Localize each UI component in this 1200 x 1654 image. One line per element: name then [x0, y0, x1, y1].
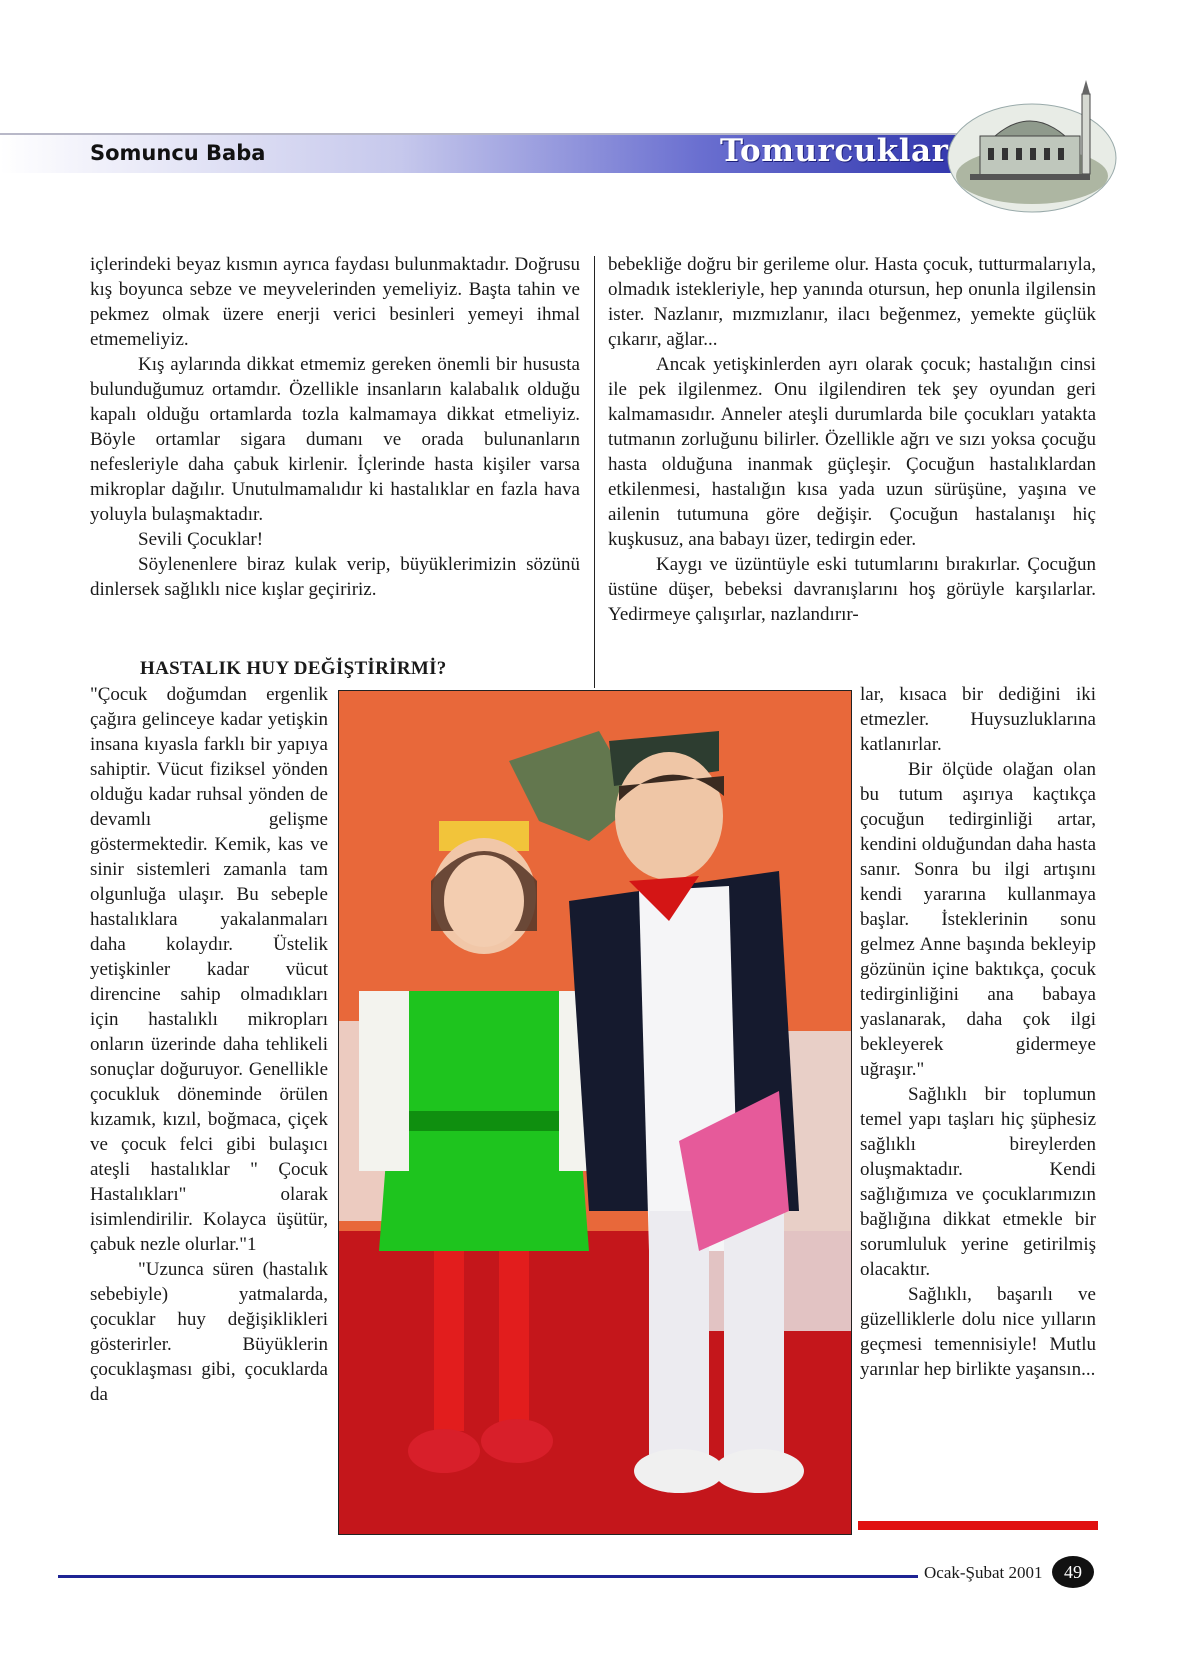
paragraph: Sevili Çocuklar!: [138, 529, 264, 550]
paragraph: lar, kısaca bir dediğini iki etmezler. Huysuzluklarına katlanırlar.: [860, 684, 1096, 755]
paragraph: "Uzunca süren (hastalık sebebiyle) yatmalarda, çocuklar huy değişiklikleri gösterirler. Büyüklerin çocuklaşması gibi, çocuklarda da: [90, 1259, 328, 1405]
paragraph: Sağlıklı, başarılı ve güzelliklerle dolu nice yılların geçmesi temennisiyle! Mutlu yarınlar hep birlikte yaşansın...: [860, 1284, 1096, 1380]
article-heading: HASTALIK HUY DEĞİŞTİRİRMİ?: [140, 658, 447, 679]
paragraph: bebekliğe doğru bir gerileme olur. Hasta çocuk, tutturmalarıyla, olmadık istekleriyle, hep yanında otursun, hep onunla ilgilensin ister. Nazlanır, mızmızlanır, ilacı beğenmez, yemekte güçlük çıkarır, ağlar...: [608, 254, 1096, 350]
left-top-column: [90, 252, 580, 602]
photo-illustration: [339, 691, 852, 1535]
right-narrow-column: [860, 682, 1096, 1382]
children-photo: [338, 690, 852, 1535]
left-narrow-column: [90, 682, 328, 1407]
paragraph: Kış aylarında dikkat etmemiz gereken önemli bir hususta bulunduğumuz ortamdır. Özellikle insanların kalabalık olduğu kapalı olduğu ortamlarda tozla kalmamaya dikkat etmeliyiz. Böyle ortamlar sigara dumanı ve orada bulunanların nefesleriyle daha çabuk kirlenir. İçlerinde hasta kişiler varsa mikroplar dağılır. Unutulmamalıdır ki hastalıklar en fazla hava yoluyla bulaşmaktadır.: [90, 354, 580, 525]
paragraph: Kaygı ve üzüntüyle eski tutumlarını bırakırlar. Çocuğun üstüne düşer, bebeksi davranışlarını hoş görüyle karşılarlar. Yedirmeye çalışırlar, nazlandırır-: [608, 554, 1096, 625]
paragraph: içlerindeki beyaz kısmın ayrıca faydası bulunmaktadır. Doğrusu kış boyunca sebze ve meyvelerinden yemeliyiz. Başta tahin ve pekmez olmak üzere enerji verici besinleri yemeyi ihmal etmemeliyiz.: [90, 254, 580, 350]
right-top-column: [608, 252, 1096, 627]
section-title: Tomurcuklar: [720, 133, 949, 169]
page-number: 49: [1052, 1556, 1094, 1588]
article-end-rule: [858, 1521, 1098, 1530]
paragraph: Bir ölçüde olağan olan bu tutum aşırıya kaçtıkça çocuğun tedirginliği artar, kendini olduğundan daha hasta sanır. Sonra bu ilgi artışını kendi yararına kullanmaya başlar. İsteklerinin sonu gelmez Anne başında bekleyip gözünün içine baktıkça, çocuk tedirginliğini ana babaya yaslanarak, daha çok ilgi bekleyerek gidermeye uğraşır.": [860, 759, 1096, 1080]
paragraph: Sağlıklı bir toplumun temel yapı taşları hiç şüphesiz sağlıklı bireylerden oluşmaktadır. Kendi sağlığımıza ve çocuklarımızın bağlığına dikkat etmekle bir sorumluluk yerine getirilmiş olacaktır.: [860, 1084, 1096, 1280]
issue-date: Ocak-Şubat 2001: [924, 1563, 1043, 1582]
footer-rule: [58, 1575, 918, 1578]
magazine-title: Somuncu Baba: [90, 141, 266, 165]
paragraph: Ancak yetişkinlerden ayrı olarak çocuk; hastalığın cinsi ile pek ilgilenmez. Onu ilgilendiren tek şey oyundan geri kalmamasıdır. Anneler ateşli durumlarda bile çocukları yatakta tutmanın zorluğunu bilirler. Özellikle ağrı ve sızı yoksa çocuğu hasta olduğuna inanmak güçleşir. Çocuğun hastalıklardan etkilenmesi, hastalığın kısa yada uzun sürüşüne, yaşına ve ailenin tutumuna göre değişir. Çocuğun hastalanışı hiç kuşkusuz, ana babayı üzer, tedirgin eder.: [608, 354, 1096, 550]
mosque-emblem-icon: [940, 76, 1120, 216]
paragraph: Söylenenlere biraz kulak verip, büyüklerimizin sözünü dinlersek sağlıklı nice kışlar geçiririz.: [90, 554, 580, 600]
column-divider: [594, 256, 595, 688]
paragraph: "Çocuk doğumdan ergenlik çağıra gelinceye kadar yetişkin insana kıyasla farklı bir yapıya sahiptir. Vücut fiziksel yönden olduğu kadar ruhsal yönden de devamlı gelişme göstermektedir. Kemik, kas ve sinir sistemleri zamanla tam olgunluğa ulaşır. Bu sebeple hastalıklara yakalanmaları daha kolaydır. Üstelik yetişkinler kadar vücut direncine sahip olmadıkları için hastalıklı mikropları onların üzerinde daha tehlikeli sonuçlar doğuruyor. Genellikle çocukluk döneminde örülen kızamık, kızıl, boğmaca, çiçek ve çocuk felci gibi bulaşıcı ateşli hastalıklar " Çocuk Hastalıkları" olarak isimlendirilir. Kolayca üşütür, çabuk nezle olurlar."1: [90, 684, 328, 1255]
